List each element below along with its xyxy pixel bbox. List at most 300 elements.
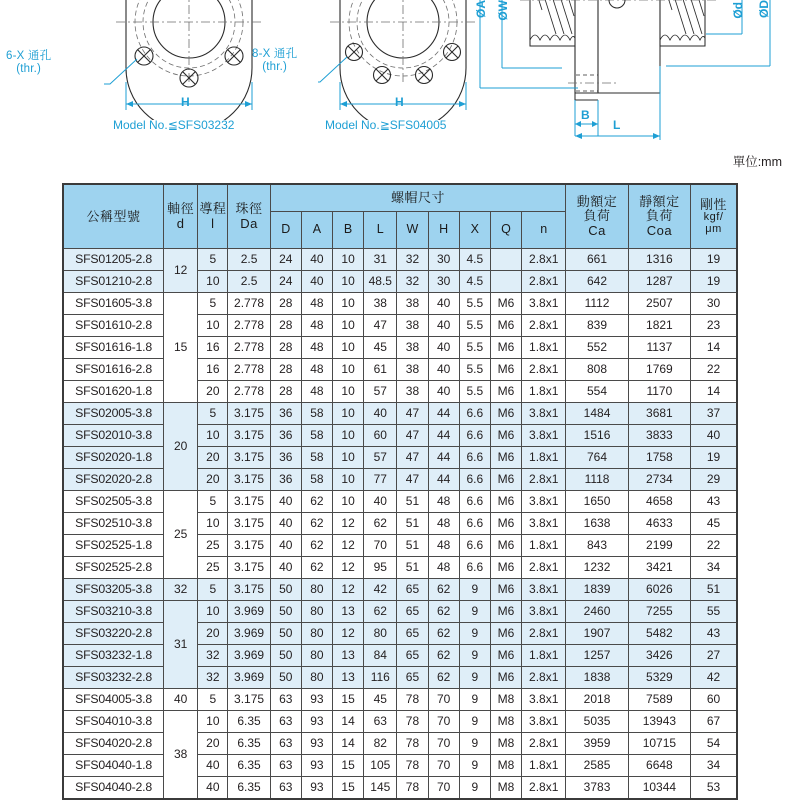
cell-W: 65 [397, 601, 428, 623]
cell-L: 116 [364, 667, 397, 689]
cell-X: 6.6 [459, 535, 490, 557]
cell-B: 10 [333, 293, 364, 315]
cell-H: 44 [428, 403, 459, 425]
cell-H: 70 [428, 755, 459, 777]
th-nut-dim-group: 螺帽尺寸 [270, 184, 566, 212]
cell-l: 10 [198, 601, 228, 623]
cell-W: 47 [397, 403, 428, 425]
cell-da: 3.175 [228, 403, 270, 425]
cell-l: 5 [198, 249, 228, 271]
cell-n: 3.8x1 [522, 293, 566, 315]
cell-B: 12 [333, 535, 364, 557]
cell-D: 40 [270, 491, 301, 513]
cell-A: 58 [301, 403, 332, 425]
cell-W: 51 [397, 535, 428, 557]
cell-B: 14 [333, 733, 364, 755]
cell-B: 10 [333, 425, 364, 447]
cell-A: 93 [301, 755, 332, 777]
cell-D: 63 [270, 733, 301, 755]
cell-n: 2.8x1 [522, 623, 566, 645]
cell-Q: M8 [490, 777, 521, 800]
cell-n: 3.8x1 [522, 689, 566, 711]
th-shaft-dia [164, 184, 198, 249]
cell-A: 80 [301, 579, 332, 601]
cell-coa: 3681 [628, 403, 690, 425]
cell-coa: 1316 [628, 249, 690, 271]
cell-X: 9 [459, 579, 490, 601]
cell-ca: 2460 [566, 601, 628, 623]
th-D: D [270, 212, 301, 249]
cell-A: 40 [301, 249, 332, 271]
cell-Q: M8 [490, 733, 521, 755]
cell-X: 9 [459, 711, 490, 733]
cell-H: 48 [428, 557, 459, 579]
cell-shaft-diameter: 32 [164, 579, 198, 601]
cell-ca: 1650 [566, 491, 628, 513]
cell-Q: M6 [490, 645, 521, 667]
cell-A: 80 [301, 623, 332, 645]
cell-coa: 1137 [628, 337, 690, 359]
cell-model: SFS04040-1.8 [63, 755, 164, 777]
cell-B: 15 [333, 777, 364, 800]
table-row[interactable] [63, 579, 737, 601]
cell-X: 9 [459, 667, 490, 689]
cell-W: 38 [397, 293, 428, 315]
th-H: H [428, 212, 459, 249]
cell-D: 40 [270, 535, 301, 557]
cell-D: 63 [270, 755, 301, 777]
cell-ca: 808 [566, 359, 628, 381]
cell-rg: 53 [691, 777, 737, 800]
cell-rg: 51 [691, 579, 737, 601]
cell-W: 65 [397, 667, 428, 689]
cell-da: 3.969 [228, 601, 270, 623]
cell-A: 48 [301, 315, 332, 337]
hole-callout-left-text: 6-X 通孔 [6, 50, 52, 62]
th-lead-label: 導程 [199, 201, 227, 217]
cell-model: SFS01616-2.8 [63, 359, 164, 381]
cell-D: 63 [270, 711, 301, 733]
cell-X: 6.6 [459, 425, 490, 447]
cell-X: 4.5 [459, 271, 490, 293]
cell-L: 62 [364, 513, 397, 535]
cell-H: 48 [428, 535, 459, 557]
cell-Q: M6 [490, 315, 521, 337]
model-caption-right: Model No.≧SFS04005 [325, 118, 447, 132]
cell-model: SFS02525-1.8 [63, 535, 164, 557]
cell-n: 2.8x1 [522, 315, 566, 337]
cell-Q: M6 [490, 447, 521, 469]
cell-W: 47 [397, 469, 428, 491]
cell-B: 15 [333, 689, 364, 711]
header-row-1 [63, 184, 737, 212]
cell-W: 65 [397, 623, 428, 645]
cell-rg: 27 [691, 645, 737, 667]
cell-W: 78 [397, 733, 428, 755]
cell-Q: M6 [490, 469, 521, 491]
cell-da: 2.778 [228, 359, 270, 381]
cell-H: 44 [428, 447, 459, 469]
cell-ca: 843 [566, 535, 628, 557]
cell-D: 50 [270, 623, 301, 645]
cell-W: 38 [397, 359, 428, 381]
cell-B: 10 [333, 359, 364, 381]
cell-D: 28 [270, 359, 301, 381]
cell-da: 2.5 [228, 271, 270, 293]
cell-L: 40 [364, 491, 397, 513]
cell-D: 63 [270, 777, 301, 800]
cell-X: 9 [459, 733, 490, 755]
cell-Q: M6 [490, 403, 521, 425]
cell-rg: 42 [691, 667, 737, 689]
cell-da: 3.969 [228, 645, 270, 667]
cell-L: 57 [364, 381, 397, 403]
cell-ca: 1638 [566, 513, 628, 535]
cell-A: 93 [301, 689, 332, 711]
cell-model: SFS02510-3.8 [63, 513, 164, 535]
cell-A: 58 [301, 425, 332, 447]
cell-coa: 2734 [628, 469, 690, 491]
spec-table-body [63, 249, 737, 800]
cell-H: 40 [428, 359, 459, 381]
cell-rg: 60 [691, 689, 737, 711]
cell-rg: 37 [691, 403, 737, 425]
cell-shaft-diameter: 20 [164, 403, 198, 491]
dim-od-small: Ød [731, 2, 745, 19]
cell-ca: 3783 [566, 777, 628, 800]
table-row[interactable] [63, 601, 737, 623]
th-ball-dia-label: 珠徑 [235, 201, 263, 217]
cell-coa: 3421 [628, 557, 690, 579]
cell-H: 62 [428, 645, 459, 667]
cell-W: 47 [397, 425, 428, 447]
cell-Q: M6 [490, 535, 521, 557]
cell-D: 28 [270, 381, 301, 403]
cell-model: SFS04020-2.8 [63, 733, 164, 755]
cell-n: 1.8x1 [522, 381, 566, 403]
cell-D: 50 [270, 579, 301, 601]
th-n: n [522, 212, 566, 249]
cell-l: 10 [198, 271, 228, 293]
table-row[interactable] [63, 689, 737, 711]
cell-n: 1.8x1 [522, 337, 566, 359]
hole-callout-left [6, 50, 51, 76]
cell-n: 1.8x1 [522, 535, 566, 557]
cell-Q: M6 [490, 623, 521, 645]
cell-coa: 1769 [628, 359, 690, 381]
cell-coa: 6026 [628, 579, 690, 601]
cell-l: 20 [198, 447, 228, 469]
cell-X: 5.5 [459, 381, 490, 403]
cell-ca: 3959 [566, 733, 628, 755]
th-static-load-sym: Coa [646, 222, 673, 238]
cell-D: 24 [270, 271, 301, 293]
cell-model: SFS01610-2.8 [63, 315, 164, 337]
cell-model: SFS01620-1.8 [63, 381, 164, 403]
cell-B: 12 [333, 579, 364, 601]
cell-rg: 19 [691, 271, 737, 293]
cell-model: SFS01616-1.8 [63, 337, 164, 359]
cell-l: 16 [198, 359, 228, 381]
hole-callout-right-sub: (thr.) [262, 61, 288, 74]
cell-L: 45 [364, 337, 397, 359]
cell-model: SFS02525-2.8 [63, 557, 164, 579]
cell-da: 6.35 [228, 711, 270, 733]
cell-W: 78 [397, 711, 428, 733]
cell-ca: 1907 [566, 623, 628, 645]
cell-da: 3.969 [228, 623, 270, 645]
cell-D: 28 [270, 315, 301, 337]
cell-L: 45 [364, 689, 397, 711]
cell-coa: 1758 [628, 447, 690, 469]
cell-l: 10 [198, 315, 228, 337]
th-lead [198, 184, 228, 249]
cell-ca: 661 [566, 249, 628, 271]
cell-L: 82 [364, 733, 397, 755]
screw-section-figure [470, 0, 800, 143]
th-static-load-l1: 靜額定 [639, 194, 680, 210]
cell-ca: 554 [566, 381, 628, 403]
cell-W: 78 [397, 755, 428, 777]
cell-l: 10 [198, 425, 228, 447]
cell-coa: 10344 [628, 777, 690, 800]
cell-X: 6.6 [459, 491, 490, 513]
cell-n: 2.8x1 [522, 777, 566, 800]
cell-L: 70 [364, 535, 397, 557]
cell-B: 10 [333, 337, 364, 359]
table-row[interactable] [63, 293, 737, 315]
cell-ca: 1118 [566, 469, 628, 491]
cell-rg: 19 [691, 447, 737, 469]
cell-L: 38 [364, 293, 397, 315]
cell-H: 40 [428, 337, 459, 359]
hole-callout-right [252, 48, 297, 74]
cell-H: 62 [428, 579, 459, 601]
table-row[interactable] [63, 491, 737, 513]
cell-L: 105 [364, 755, 397, 777]
th-ball-dia-sym: Da [240, 215, 258, 231]
cell-rg: 14 [691, 337, 737, 359]
cell-L: 61 [364, 359, 397, 381]
cell-da: 3.175 [228, 535, 270, 557]
cell-W: 51 [397, 513, 428, 535]
cell-B: 10 [333, 381, 364, 403]
cell-L: 31 [364, 249, 397, 271]
cell-Q: M8 [490, 689, 521, 711]
cell-H: 30 [428, 271, 459, 293]
cell-ca: 764 [566, 447, 628, 469]
cell-X: 6.6 [459, 403, 490, 425]
cell-model: SFS03205-3.8 [63, 579, 164, 601]
cell-A: 80 [301, 667, 332, 689]
cell-D: 36 [270, 403, 301, 425]
cell-rg: 14 [691, 381, 737, 403]
cell-l: 5 [198, 293, 228, 315]
cell-rg: 34 [691, 755, 737, 777]
cell-l: 20 [198, 469, 228, 491]
cell-W: 38 [397, 381, 428, 403]
cell-Q: M6 [490, 381, 521, 403]
cell-da: 3.175 [228, 469, 270, 491]
cell-H: 62 [428, 667, 459, 689]
cell-n: 3.8x1 [522, 711, 566, 733]
cell-A: 48 [301, 381, 332, 403]
cell-X: 5.5 [459, 315, 490, 337]
cell-X: 6.6 [459, 513, 490, 535]
hole-callout-right-text: 8-X 通孔 [252, 48, 298, 60]
cell-D: 40 [270, 557, 301, 579]
th-lead-sym: l [211, 215, 215, 231]
cell-A: 40 [301, 271, 332, 293]
cell-da: 3.175 [228, 513, 270, 535]
cell-shaft-diameter: 25 [164, 491, 198, 579]
cell-L: 57 [364, 447, 397, 469]
cell-W: 38 [397, 337, 428, 359]
cell-model: SFS02005-3.8 [63, 403, 164, 425]
cell-Q: M6 [490, 293, 521, 315]
cell-A: 62 [301, 513, 332, 535]
cell-l: 20 [198, 623, 228, 645]
cell-L: 80 [364, 623, 397, 645]
cell-da: 2.778 [228, 315, 270, 337]
cell-da: 6.35 [228, 777, 270, 800]
spec-table [62, 183, 738, 800]
cell-W: 65 [397, 645, 428, 667]
dim-b: B [581, 108, 590, 122]
cell-rg: 54 [691, 733, 737, 755]
cell-D: 40 [270, 513, 301, 535]
cell-n: 1.8x1 [522, 755, 566, 777]
cell-Q: M8 [490, 711, 521, 733]
cell-model: SFS02020-2.8 [63, 469, 164, 491]
cell-shaft-diameter: 31 [164, 601, 198, 689]
cell-W: 78 [397, 689, 428, 711]
dim-ow: ØW [496, 0, 510, 21]
cell-L: 84 [364, 645, 397, 667]
cell-L: 63 [364, 711, 397, 733]
cell-rg: 19 [691, 249, 737, 271]
cell-B: 10 [333, 403, 364, 425]
cell-ca: 1112 [566, 293, 628, 315]
cell-coa: 5329 [628, 667, 690, 689]
th-L: L [364, 212, 397, 249]
cell-n: 3.8x1 [522, 579, 566, 601]
cell-coa: 1821 [628, 315, 690, 337]
cell-H: 62 [428, 601, 459, 623]
cell-H: 70 [428, 777, 459, 800]
cell-B: 10 [333, 315, 364, 337]
cell-shaft-diameter: 12 [164, 249, 198, 293]
th-rigidity-unit1: kgf/ [703, 210, 724, 223]
cell-da: 3.175 [228, 689, 270, 711]
cell-W: 32 [397, 271, 428, 293]
cell-shaft-diameter: 15 [164, 293, 198, 403]
cell-l: 32 [198, 667, 228, 689]
th-dynamic-load-l2: 負荷 [583, 208, 611, 224]
cell-H: 48 [428, 491, 459, 513]
table-row[interactable] [63, 249, 737, 271]
cell-l: 5 [198, 689, 228, 711]
th-dynamic-load-sym: Ca [588, 222, 606, 238]
cell-B: 10 [333, 271, 364, 293]
cell-l: 5 [198, 491, 228, 513]
cell-ca: 1257 [566, 645, 628, 667]
cell-L: 95 [364, 557, 397, 579]
cell-A: 80 [301, 645, 332, 667]
cell-l: 40 [198, 777, 228, 800]
th-A: A [301, 212, 332, 249]
cell-l: 20 [198, 733, 228, 755]
cell-H: 44 [428, 469, 459, 491]
th-dynamic-load-l1: 動額定 [576, 194, 618, 210]
cell-l: 5 [198, 579, 228, 601]
cell-H: 70 [428, 733, 459, 755]
cell-B: 13 [333, 667, 364, 689]
cell-n: 1.8x1 [522, 645, 566, 667]
cell-W: 65 [397, 579, 428, 601]
cell-shaft-diameter: 40 [164, 689, 198, 711]
cell-da: 6.35 [228, 755, 270, 777]
dim-h-right: H [395, 95, 404, 109]
cell-model: SFS04040-2.8 [63, 777, 164, 800]
cell-da: 3.175 [228, 491, 270, 513]
cell-Q: M6 [490, 425, 521, 447]
th-rigidity-unit2: μm [705, 222, 722, 235]
cell-coa: 3426 [628, 645, 690, 667]
cell-A: 93 [301, 777, 332, 800]
cell-L: 47 [364, 315, 397, 337]
cell-l: 10 [198, 513, 228, 535]
cell-coa: 4633 [628, 513, 690, 535]
table-row[interactable] [63, 403, 737, 425]
cell-model: SFS02020-1.8 [63, 447, 164, 469]
cell-D: 28 [270, 293, 301, 315]
cell-ca: 5035 [566, 711, 628, 733]
cell-X: 9 [459, 777, 490, 800]
cell-Q: M6 [490, 601, 521, 623]
cell-ca: 2018 [566, 689, 628, 711]
cell-n: 2.8x1 [522, 733, 566, 755]
cell-Q: M6 [490, 359, 521, 381]
spec-table-wrapper [62, 183, 738, 800]
cell-Q: M6 [490, 557, 521, 579]
cell-coa: 1170 [628, 381, 690, 403]
cell-model: SFS04005-3.8 [63, 689, 164, 711]
cell-W: 51 [397, 557, 428, 579]
cell-H: 48 [428, 513, 459, 535]
cell-B: 10 [333, 447, 364, 469]
cell-rg: 22 [691, 535, 737, 557]
cell-rg: 23 [691, 315, 737, 337]
cell-D: 36 [270, 447, 301, 469]
cell-n: 3.8x1 [522, 425, 566, 447]
cell-rg: 43 [691, 623, 737, 645]
cell-rg: 22 [691, 359, 737, 381]
cell-coa: 6648 [628, 755, 690, 777]
table-row[interactable] [63, 711, 737, 733]
cell-ca: 552 [566, 337, 628, 359]
cell-ca: 1838 [566, 667, 628, 689]
cell-ca: 1516 [566, 425, 628, 447]
cell-L: 62 [364, 601, 397, 623]
cell-X: 4.5 [459, 249, 490, 271]
th-rigidity-label: 剛性 [700, 196, 728, 212]
cell-rg: 45 [691, 513, 737, 535]
cell-B: 12 [333, 557, 364, 579]
cell-L: 48.5 [364, 271, 397, 293]
th-rigidity [691, 184, 737, 249]
cell-X: 5.5 [459, 359, 490, 381]
